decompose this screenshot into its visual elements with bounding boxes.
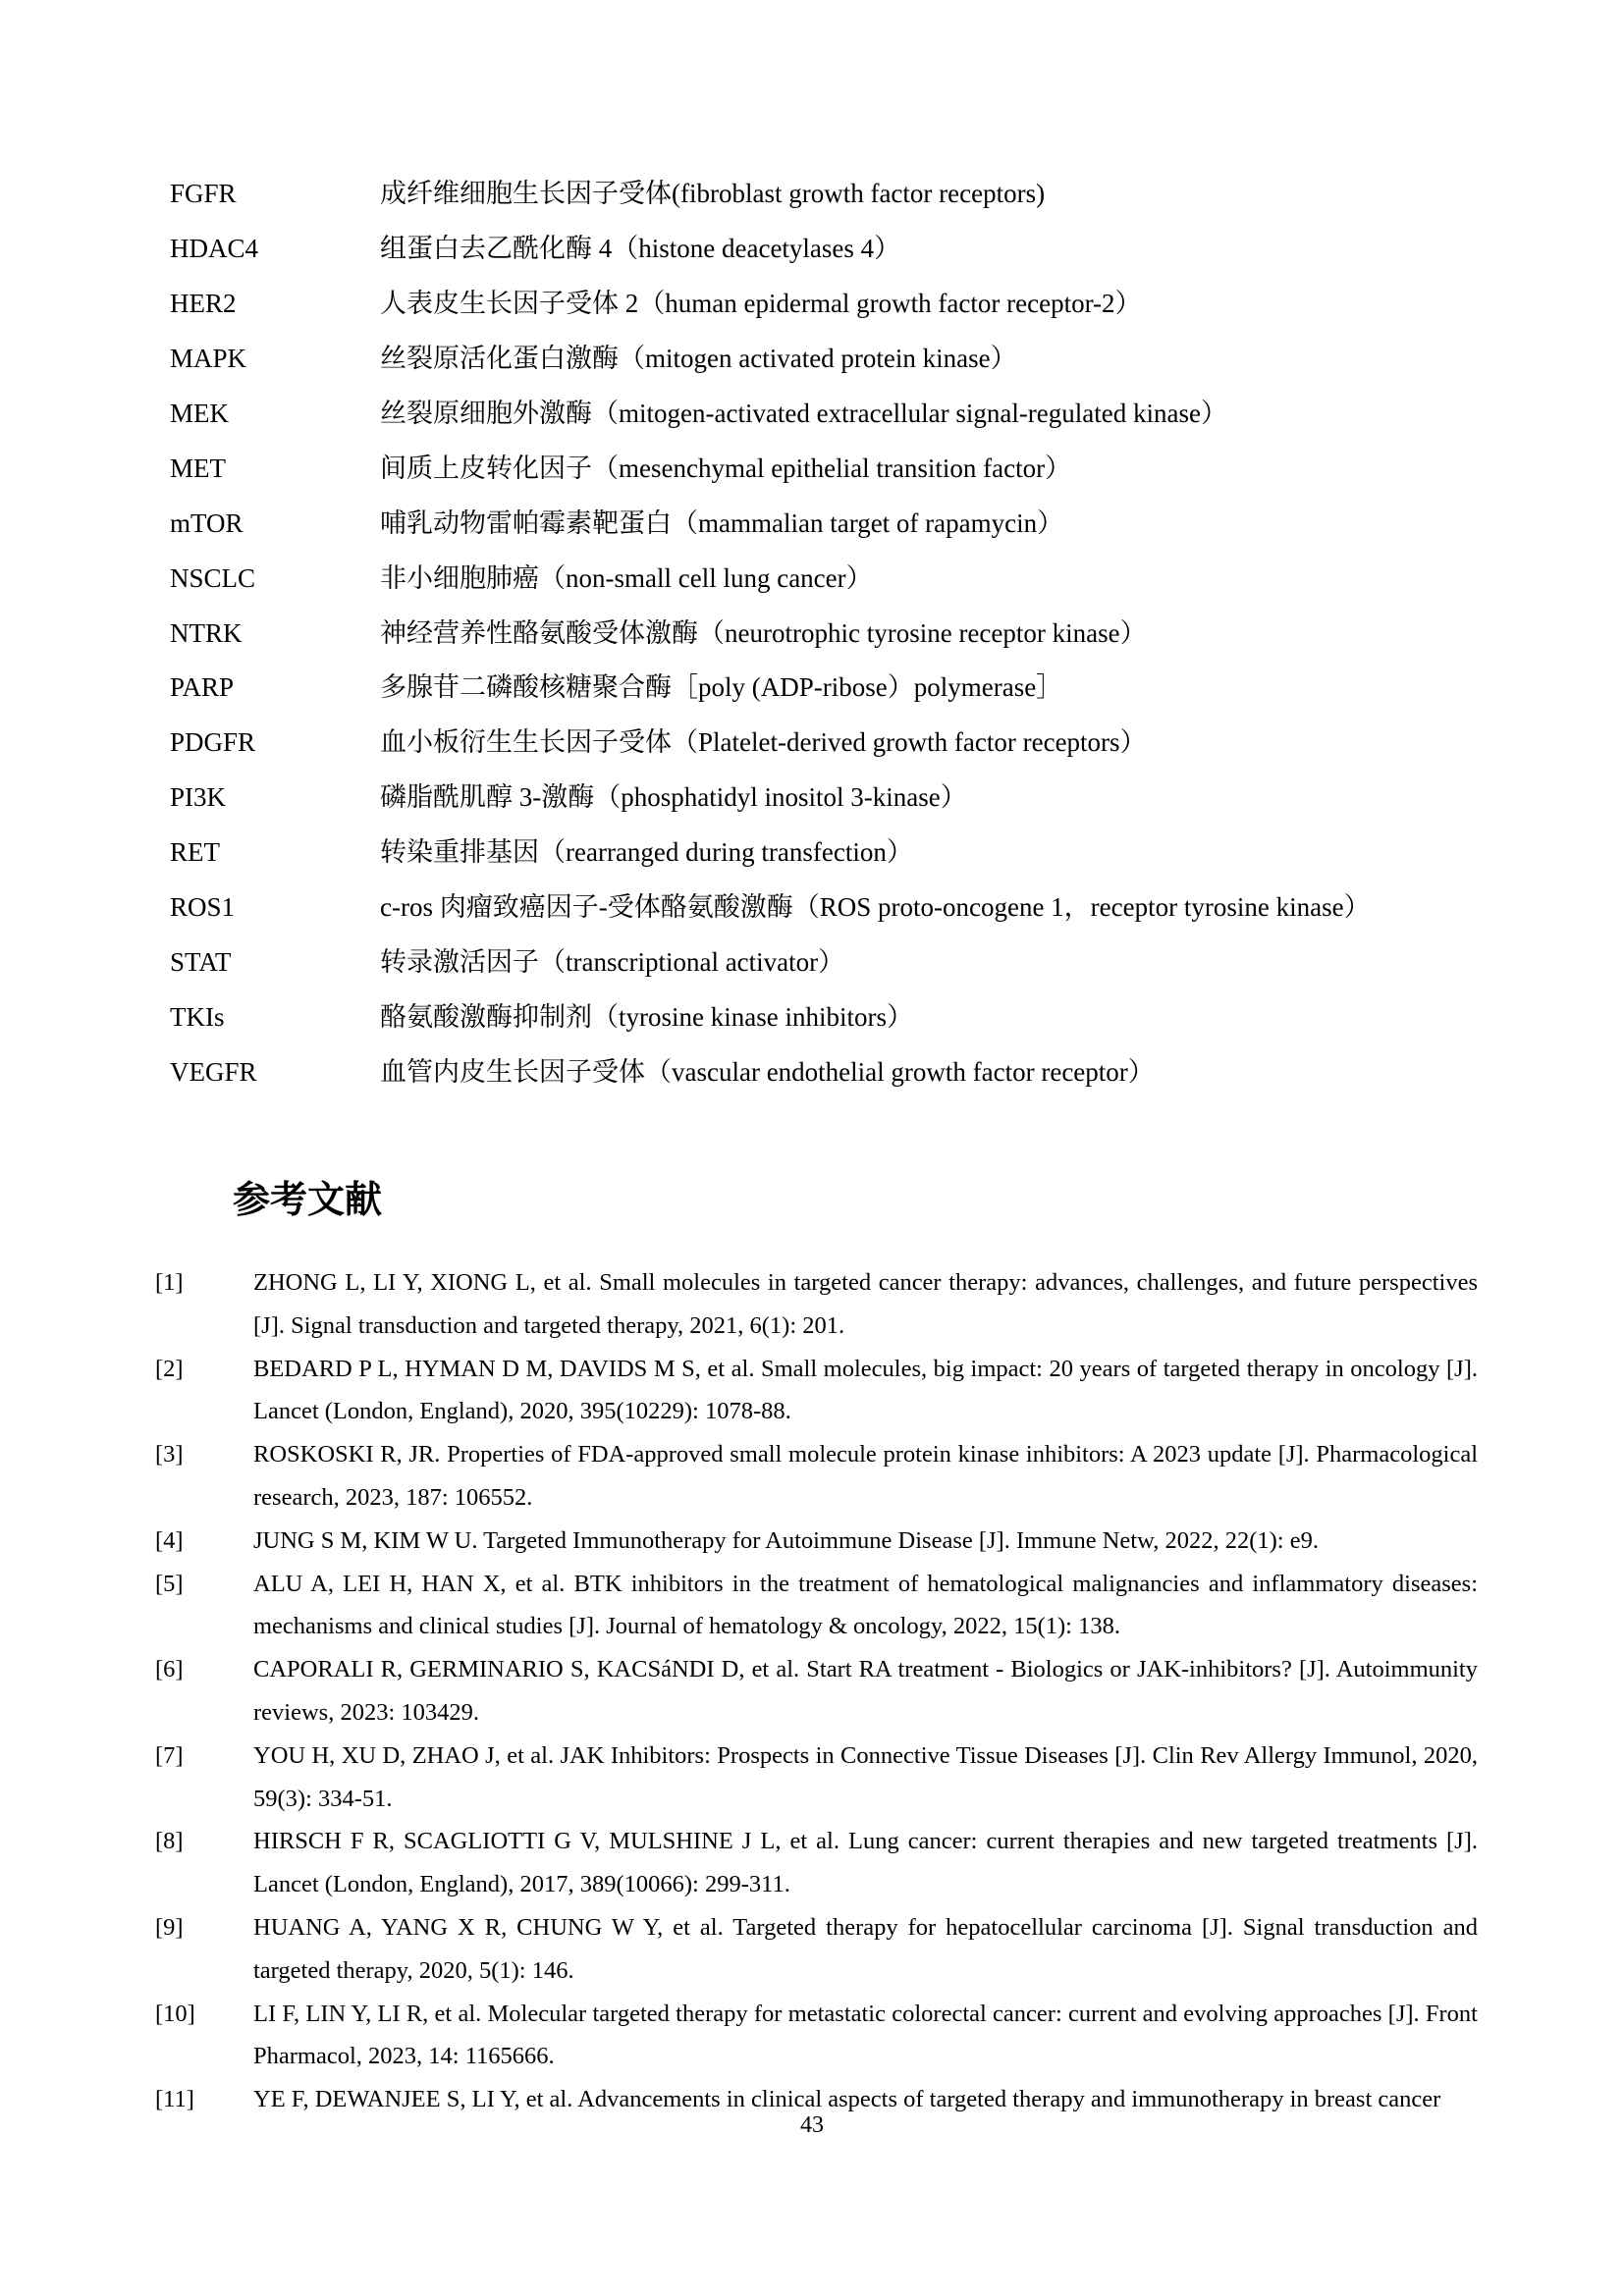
reference-text: YOU H, XU D, ZHAO J, et al. JAK Inhibitors: Prospects in Connective Tissue Diseases [J]. Clin Rev Allergy Immunol, 2020, 59(3): 334-51. [253,1741,1478,1812]
abbreviation-definition: 成纤维细胞生长因子受体(fibroblast growth factor receptors) [380,179,1046,209]
reference-text: LI F, LIN Y, LI R, et al. Molecular targeted therapy for metastatic colorectal cancer: current and evolving approaches [J]. Front Pharmacol, 2023, 14: 1165666. [253,2000,1478,2070]
reference-text: ROSKOSKI R, JR. Properties of FDA-approved small molecule protein kinase inhibitors: A 2023 update [J]. Pharmacological research, 2023, 187: 106552. [253,1441,1478,1511]
abbreviation-definition: 多腺苷二磷酸核糖聚合酶［poly (ADP-ribose）polymerase］ [380,672,1063,703]
abbreviation-list [170,167,1446,1099]
abbreviation-definition: 酪氨酸激酶抑制剂（tyrosine kinase inhibitors） [380,1001,913,1032]
reference-number: [5] [155,1570,184,1597]
abbreviation-term: TKIs [170,1001,225,1032]
abbreviation-row [170,934,1446,989]
abbreviation-definition: 哺乳动物雷帕霉素靶蛋白（mammalian target of rapamycin） [380,507,1064,538]
abbreviation-term: RET [170,837,220,868]
abbreviation-definition: 丝裂原活化蛋白激酶（mitogen activated protein kinase） [380,344,1017,374]
reference-number: [3] [155,1441,184,1468]
abbreviation-term: HER2 [170,289,237,319]
reference-number: [11] [155,2086,194,2113]
reference-item [155,1906,1478,1993]
abbreviation-definition: 丝裂原细胞外激酶（mitogen-activated extracellular signal-regulated kinase） [380,399,1227,428]
abbreviation-term: MAPK [170,344,247,374]
abbreviation-term: NTRK [170,617,243,648]
reference-item [155,1433,1478,1520]
abbreviation-definition: 神经营养性酪氨酸受体激酶（neurotrophic tyrosine receptor kinase） [380,617,1147,648]
reference-text: ALU A, LEI H, HAN X, et al. BTK inhibitors in the treatment of hematological malignancies and inflammatory diseases: mechanisms and clinical studies [J]. Journal of hematology & oncology, 2022, 15(1): 138. [253,1570,1478,1640]
abbreviation-row [170,989,1446,1044]
abbreviation-row [170,826,1446,881]
abbreviation-row [170,441,1446,496]
reference-list [155,1261,1478,2121]
abbreviation-row [170,606,1446,661]
abbreviation-row [170,222,1446,277]
abbreviation-row [170,661,1446,716]
reference-item [155,1735,1478,1821]
reference-item [155,1520,1478,1563]
abbreviation-term: NSCLC [170,562,256,593]
reference-number: [2] [155,1355,184,1382]
reference-item [155,1993,1478,2079]
reference-item [155,1820,1478,1906]
abbreviation-definition: c-ros 肉瘤致癌因子-受体酪氨酸激酶（ROS proto-oncogene 1，receptor tyrosine kinase） [380,892,1371,923]
abbreviation-term: FGFR [170,179,237,209]
abbreviation-row [170,881,1446,935]
abbreviation-definition: 组蛋白去乙酰化酶 4（histone deacetylases 4） [380,234,901,264]
abbreviation-term: PI3K [170,782,227,813]
abbreviation-row [170,332,1446,387]
abbreviation-definition: 人表皮生长因子受体 2（human epidermal growth factor receptor-2） [380,289,1142,319]
reference-number: [8] [155,1828,184,1855]
abbreviation-term: HDAC4 [170,234,259,264]
abbreviation-definition: 间质上皮转化因子（mesenchymal epithelial transition factor） [380,453,1072,483]
abbreviation-definition: 磷脂酰肌醇 3-激酶（phosphatidyl inositol 3-kinase） [380,782,967,813]
abbreviation-row [170,496,1446,551]
abbreviation-term: PDGFR [170,727,256,758]
reference-text: HUANG A, YANG X R, CHUNG W Y, et al. Targeted therapy for hepatocellular carcinoma [J]. Signal transduction and targeted therapy, 2020, 5(1): 146. [253,1913,1478,1984]
reference-text: JUNG S M, KIM W U. Targeted Immunotherapy for Autoimmune Disease [J]. Immune Netw, 2022, 22(1): e9. [253,1526,1319,1554]
abbreviation-term: mTOR [170,507,244,538]
reference-text: BEDARD P L, HYMAN D M, DAVIDS M S, et al. Small molecules, big impact: 20 years of targeted therapy in oncology [J]. Lancet (London, England), 2020, 395(10229): 1078-88. [253,1355,1478,1425]
references-heading: 参考文献 [233,1178,383,1221]
abbreviation-row [170,771,1446,826]
reference-text: YE F, DEWANJEE S, LI Y, et al. Advancements in clinical aspects of targeted therapy and immunotherapy in breast cancer [253,2086,1441,2113]
reference-number: [9] [155,1913,184,1941]
reference-number: [10] [155,2000,195,2027]
reference-text: CAPORALI R, GERMINARIO S, KACSáNDI D, et al. Start RA treatment - Biologics or JAK-inhibitors? [J]. Autoimmunity reviews, 2023: 103429. [253,1656,1478,1726]
abbreviation-definition: 非小细胞肺癌（non-small cell lung cancer） [380,562,873,593]
abbreviation-definition: 血小板衍生生长因子受体（Platelet-derived growth factor receptors） [380,727,1147,758]
reference-text: ZHONG L, LI Y, XIONG L, et al. Small molecules in targeted cancer therapy: advances, challenges, and future perspectives [J]. Signal transduction and targeted therapy, 2021, 6(1): 201. [253,1269,1478,1339]
abbreviation-term: PARP [170,672,235,703]
abbreviation-term: STAT [170,946,232,977]
abbreviation-term: MET [170,453,226,483]
reference-item [155,1563,1478,1649]
reference-item [155,1261,1478,1348]
reference-item [155,1348,1478,1434]
abbreviation-row [170,167,1446,222]
abbreviation-row [170,1044,1446,1099]
reference-item [155,1648,1478,1735]
reference-text: HIRSCH F R, SCAGLIOTTI G V, MULSHINE J L, et al. Lung cancer: current therapies and new targeted treatments [J]. Lancet (London, England), 2017, 389(10066): 299-311. [253,1828,1478,1898]
abbreviation-row [170,551,1446,606]
abbreviation-row [170,277,1446,332]
abbreviation-definition: 转录激活因子（transcriptional activator） [380,946,845,977]
reference-number: [1] [155,1269,184,1296]
reference-number: [6] [155,1656,184,1683]
abbreviation-row [170,387,1446,442]
abbreviation-term: VEGFR [170,1056,257,1087]
abbreviation-term: MEK [170,399,229,428]
page-number: 43 [800,2112,824,2138]
abbreviation-definition: 转染重排基因（rearranged during transfection） [380,837,913,868]
abbreviation-row [170,716,1446,771]
reference-number: [7] [155,1741,184,1769]
abbreviation-definition: 血管内皮生长因子受体（vascular endothelial growth factor receptor） [380,1056,1155,1087]
abbreviation-term: ROS1 [170,892,236,923]
reference-number: [4] [155,1526,184,1554]
